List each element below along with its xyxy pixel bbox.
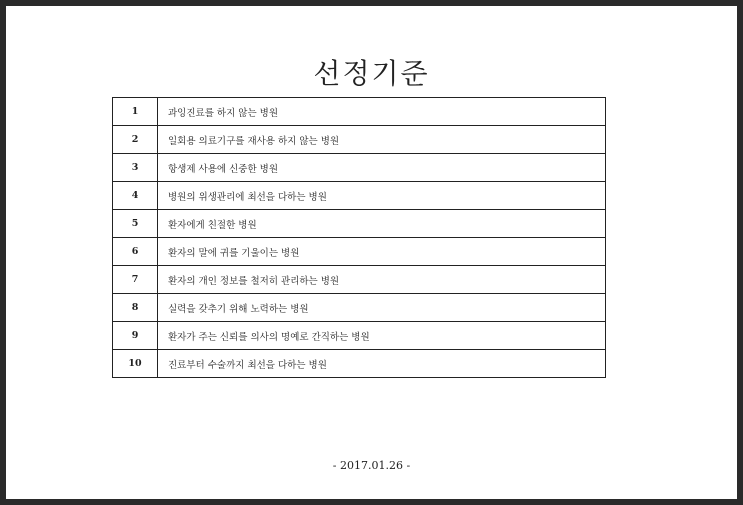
criteria-number: 3: [113, 154, 158, 182]
table-row: [113, 154, 606, 182]
criteria-number: 1: [113, 98, 158, 126]
criteria-number: 2: [113, 126, 158, 154]
criteria-text: 일회용 의료기구를 재사용 하지 않는 병원: [158, 126, 606, 154]
document-page: [6, 6, 737, 499]
criteria-text: 환자가 주는 신뢰를 의사의 명예로 간직하는 병원: [158, 322, 606, 350]
page-title: 선정기준: [313, 57, 430, 90]
criteria-number: 9: [113, 322, 158, 350]
table-row: [113, 294, 606, 322]
criteria-number: 4: [113, 182, 158, 210]
criteria-text: 진료부터 수술까지 최선을 다하는 병원: [158, 350, 606, 378]
criteria-text: 병원의 위생관리에 최선을 다하는 병원: [158, 182, 606, 210]
criteria-text: 과잉진료를 하지 않는 병원: [158, 98, 606, 126]
criteria-text: 환자에게 친절한 병원: [158, 210, 606, 238]
table-row: [113, 210, 606, 238]
table-row: [113, 98, 606, 126]
table-row: [113, 126, 606, 154]
criteria-text: 항생제 사용에 신중한 병원: [158, 154, 606, 182]
criteria-number: 5: [113, 210, 158, 238]
criteria-number: 7: [113, 266, 158, 294]
criteria-table: [112, 97, 606, 378]
document-date: - 2017.01.26 -: [332, 459, 411, 472]
criteria-number: 10: [113, 350, 158, 378]
table-row: [113, 266, 606, 294]
criteria-number: 6: [113, 238, 158, 266]
table-row: [113, 182, 606, 210]
table-row: [113, 350, 606, 378]
criteria-number: 8: [113, 294, 158, 322]
table-row: [113, 322, 606, 350]
table-row: [113, 238, 606, 266]
criteria-text: 실력을 갖추기 위해 노력하는 병원: [158, 294, 606, 322]
criteria-text: 환자의 개인 정보를 철저히 관리하는 병원: [158, 266, 606, 294]
criteria-text: 환자의 말에 귀를 기울이는 병원: [158, 238, 606, 266]
